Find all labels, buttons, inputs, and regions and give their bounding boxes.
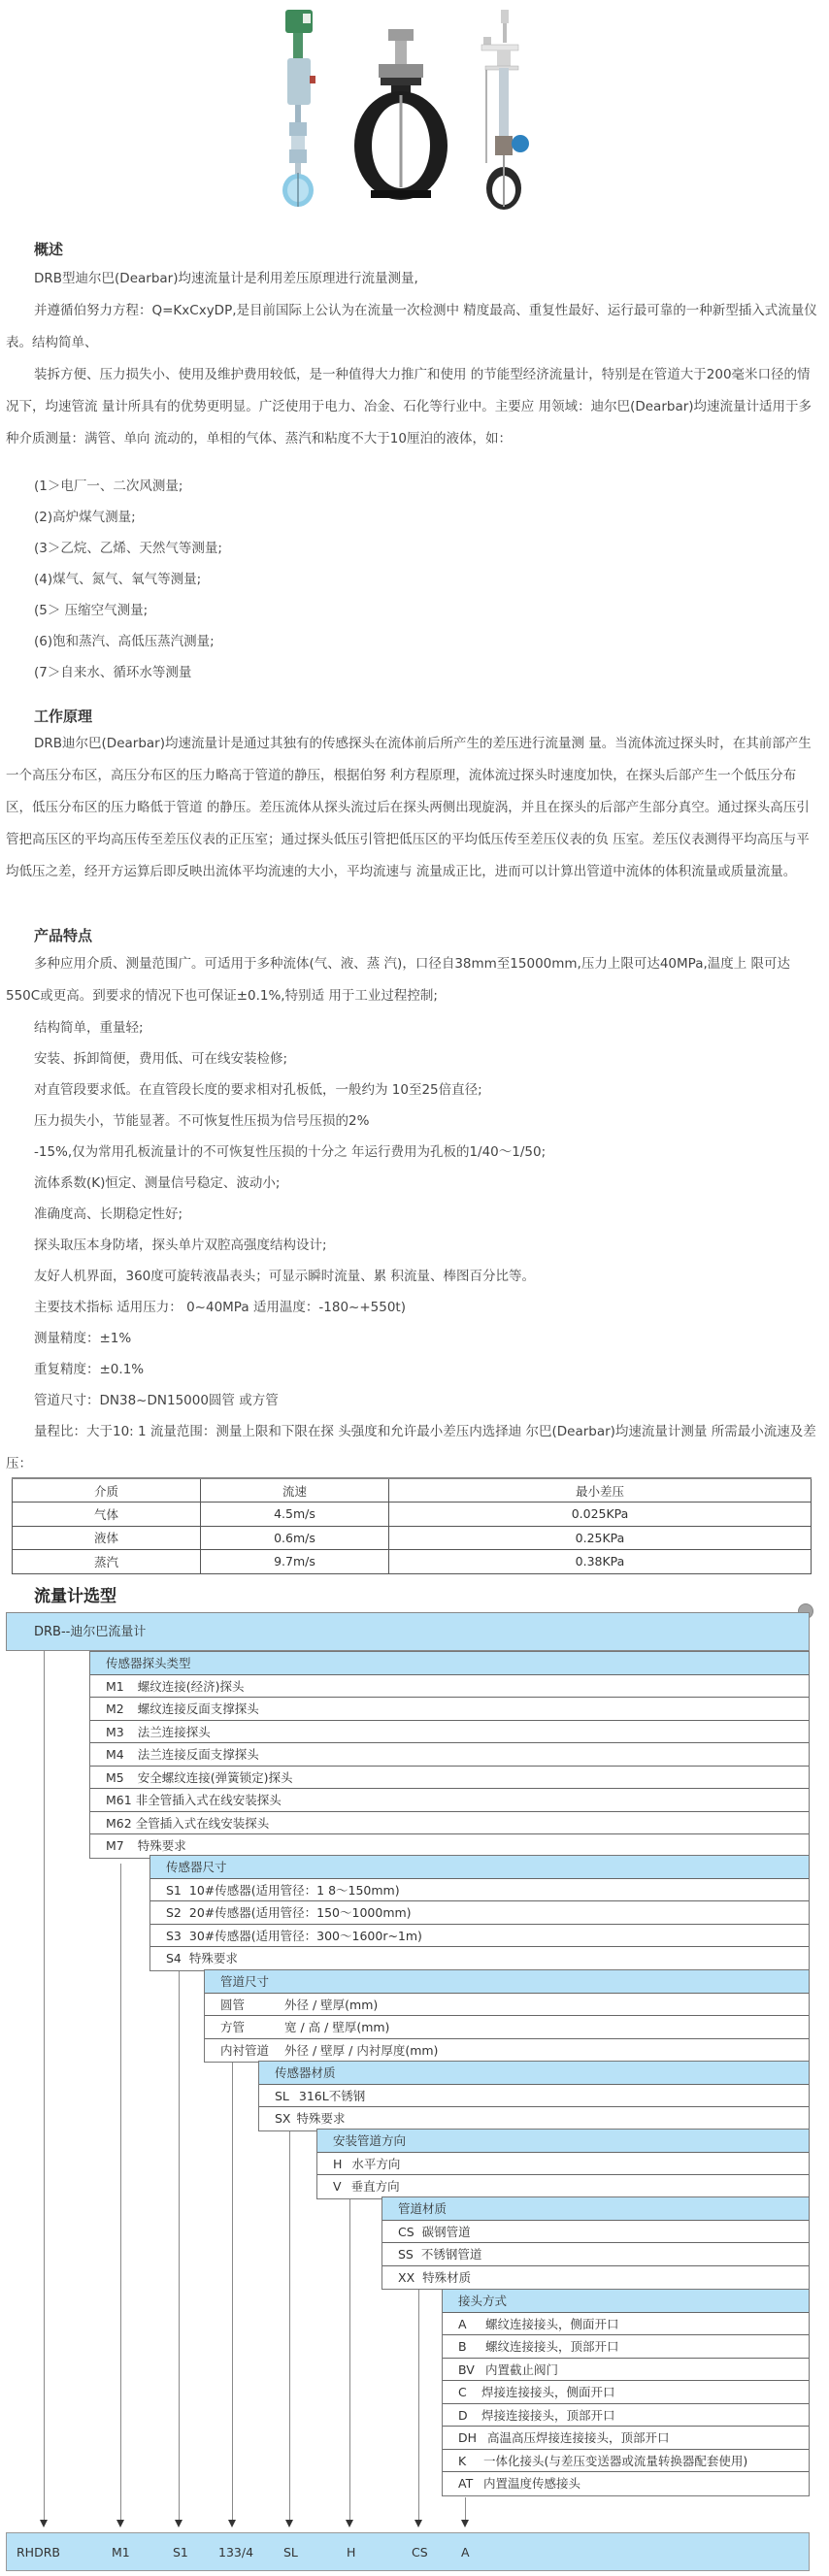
option-row — [443, 2335, 809, 2359]
column-header: 介质 — [13, 1478, 201, 1503]
option-row — [150, 1947, 809, 1970]
list-item: (3＞乙烷、乙烯、天然气等测量; — [34, 541, 222, 556]
option-desc: 螺纹连接反面支撑探头 — [137, 1701, 259, 1716]
option-row — [90, 1721, 809, 1744]
connector-line — [418, 2289, 419, 2520]
option-code: 方管 — [220, 2020, 246, 2034]
option-row — [205, 2039, 809, 2063]
table-cell: 9.7m/s — [201, 1550, 389, 1574]
pipe-size-group — [204, 1969, 810, 2063]
option-desc: 螺纹连接(经济)探头 — [137, 1678, 245, 1694]
option-code: B — [458, 2339, 467, 2354]
arrow-down-icon — [414, 2520, 422, 2527]
list-item: (7＞自来水、循环水等测量 — [34, 665, 192, 680]
table-row — [13, 1503, 812, 1527]
column-header: 流速 — [201, 1478, 389, 1503]
option-row — [443, 2427, 809, 2450]
green-transmitter-flowmeter-image — [274, 8, 332, 212]
list-item: 友好人机界面，360度可旋转液晶表头；可显示瞬时流量、累 积流量、棒图百分比等。 — [34, 1269, 536, 1284]
features-paragraph: 多种应用介质、测量范围广。可适用于多种流体(气、液、蒸 汽)，口径自38mm至15000mm,压力上限可达40MPa,温度上 限可达550C或更高。到要求的情况下也可保证±0.1%,特别适 用于工业过程控制; — [6, 956, 791, 1004]
range-paragraph: 量程比：大于10: 1 流量范围：测量上限和下限在探 头强度和允许最小差压内选择迪 尔巴(Dearbar)均速流量计测量 所需最小流速及差压： — [6, 1424, 816, 1471]
option-code: K — [458, 2453, 467, 2468]
option-row — [259, 2085, 809, 2108]
connector-line — [465, 2497, 466, 2520]
list-item: 对直管段要求低。在直管段长度的要求相对孔板低，一般约为 10至25倍直径; — [34, 1082, 482, 1098]
option-desc: 螺纹连接接头，顶部开口 — [485, 2339, 619, 2354]
option-row — [90, 1789, 809, 1812]
connector-line — [120, 1864, 121, 2520]
table-row — [13, 1550, 812, 1574]
model-code-segment: 133/4 — [218, 2545, 254, 2559]
model-code-segment: SL — [283, 2545, 298, 2559]
table-cell: 0.025KPa — [389, 1503, 812, 1527]
option-row — [90, 1812, 809, 1835]
option-code: M4 — [106, 1747, 124, 1762]
table-cell: 0.25KPa — [389, 1526, 812, 1550]
sensor-material-group — [258, 2061, 810, 2131]
list-item: 安装、拆卸简便，费用低、可在线安装检修; — [34, 1051, 288, 1067]
media-table — [12, 1477, 812, 1574]
option-code: AT — [458, 2476, 474, 2491]
option-row — [90, 1698, 809, 1721]
option-desc: 不锈钢管道 — [420, 2247, 482, 2262]
option-desc: 宽 / 高 / 壁厚(mm) — [284, 2020, 390, 2034]
option-desc: 内置温度传感接头 — [483, 2476, 581, 2491]
option-row — [205, 2016, 809, 2039]
group-header: 传感器材质 — [259, 2062, 809, 2085]
option-desc: 内置截止阀门 — [485, 2361, 559, 2377]
list-item: -15%,仅为常用孔板流量计的不可恢复性压损的十分之 年运行费用为孔板的1/40～1/50; — [34, 1144, 547, 1160]
option-row — [90, 1675, 809, 1699]
option-desc: 非全管插入式在线安装探头 — [135, 1793, 282, 1807]
arrow-down-icon — [228, 2520, 236, 2527]
connector-line — [179, 1970, 180, 2520]
overview-paragraph-3: 装拆方便、压力损失小、使用及维护费用较低，是一种值得大力推广和使用 的节能型经济流量计，特别是在管道大于200毫米口径的情况下，均速管流 量计所具有的优势更明显。广泛使用于电力、冶金、石化等行业中。主要应 用领域：迪尔巴(Dearbar)均速流量计适用于多种介质测量：满管、单向 流动的，单相的气体、蒸汽和粘度不大于10厘泊的液体，如： — [6, 367, 812, 446]
option-row — [90, 1743, 809, 1767]
option-code: 圆管 — [220, 1997, 246, 2012]
list-item: 结构简单，重量轻; — [34, 1020, 144, 1036]
option-desc: 30#传感器(适用管径：300～1600r~1m) — [188, 1928, 422, 1943]
table-header-row — [13, 1478, 812, 1503]
list-item: 探头取压本身防堵，探头单片双腔高强度结构设计; — [34, 1238, 327, 1253]
arrow-down-icon — [40, 2520, 48, 2527]
option-desc: 外径 / 壁厚(mm) — [284, 1997, 379, 2012]
option-desc: 法兰连接探头 — [137, 1724, 211, 1739]
model-code-segment: M1 — [112, 2545, 130, 2559]
option-row — [443, 2313, 809, 2336]
model-code-segment: RHDRB — [17, 2545, 60, 2559]
option-row — [90, 1767, 809, 1790]
option-desc: 碳钢管道 — [421, 2224, 471, 2239]
group-header: 接头方式 — [443, 2290, 809, 2313]
group-header: 安装管道方向 — [317, 2130, 809, 2153]
arrow-down-icon — [461, 2520, 469, 2527]
option-row — [259, 2107, 809, 2130]
option-code: C — [458, 2385, 467, 2399]
option-desc: 特殊要求 — [296, 2111, 346, 2126]
option-desc: 10#传感器(适用管径：1 8～150mm) — [188, 1882, 400, 1898]
option-desc: 特殊要求 — [137, 1838, 186, 1853]
option-desc: 垂直方向 — [350, 2179, 400, 2194]
option-code: XX — [398, 2269, 415, 2285]
principle-heading: 工作原理 — [34, 708, 93, 725]
option-desc: 焊接连接接头，顶部开口 — [481, 2407, 615, 2423]
option-desc: 316L不锈钢 — [298, 2088, 366, 2103]
connector-line — [232, 2061, 233, 2520]
install-direction-group — [316, 2129, 810, 2199]
arrow-down-icon — [285, 2520, 293, 2527]
list-item: (6)饱和蒸汽、高低压蒸汽测量; — [34, 634, 215, 649]
option-code: H — [333, 2156, 343, 2171]
option-row — [90, 1834, 809, 1858]
option-row — [382, 2243, 809, 2266]
column-header: 最小差压 — [389, 1478, 812, 1503]
option-row — [317, 2153, 809, 2176]
option-row — [150, 1879, 809, 1902]
table-row — [13, 1526, 812, 1550]
option-desc: 安全螺纹连接(弹簧锁定)探头 — [137, 1769, 293, 1785]
black-saddle-flowmeter-image — [349, 27, 456, 202]
option-desc: 螺纹连接接头，侧面开口 — [485, 2316, 619, 2331]
model-code-segment: A — [461, 2545, 470, 2559]
arrow-down-icon — [346, 2520, 353, 2527]
option-row — [205, 1994, 809, 2017]
overview-paragraph-2: 并遵循伯努力方程：Q=KxCxyDP,是目前国际上公认为在流量一次检测中 精度最高、重复性最好、运行最可靠的一种新型插入式流量仪表。结构简单、 — [6, 303, 817, 350]
option-code: BV — [458, 2361, 475, 2377]
connector-line — [289, 2129, 290, 2520]
connection-type-group — [442, 2289, 810, 2496]
group-header: 管道尺寸 — [205, 1970, 809, 1994]
option-desc: 特殊要求 — [188, 1951, 238, 1965]
option-code: A — [458, 2316, 467, 2331]
option-desc: 特殊材质 — [422, 2269, 472, 2285]
option-code: M3 — [106, 1724, 124, 1739]
table-cell: 4.5m/s — [201, 1503, 389, 1527]
option-desc: 法兰连接反面支撑探头 — [137, 1747, 259, 1762]
probe-type-group — [89, 1651, 810, 1859]
table-cell: 0.6m/s — [201, 1526, 389, 1550]
option-code: M5 — [106, 1769, 124, 1785]
list-item: (1＞电厂一、二次风测量; — [34, 479, 183, 494]
list-item: 准确度高、长期稳定性好; — [34, 1206, 183, 1222]
option-code: V — [333, 2179, 342, 2194]
overview-heading: 概述 — [34, 241, 64, 258]
option-desc: 全管插入式在线安装探头 — [135, 1815, 270, 1831]
product-images — [0, 0, 829, 218]
option-desc: 一体化接头(与差压变送器或流量转换器配套使用) — [483, 2453, 748, 2468]
option-row — [443, 2381, 809, 2404]
group-header: 传感器尺寸 — [150, 1856, 809, 1879]
model-code-segment: H — [347, 2545, 356, 2559]
option-row — [150, 1901, 809, 1925]
list-item: 主要技术指标 适用压力： 0~40MPa 适用温度：-180~+550t) — [34, 1300, 406, 1315]
option-code: S2 — [166, 1905, 182, 1920]
table-cell: 气体 — [13, 1503, 201, 1527]
product-header-bar: DRB--迪尔巴流量计 — [6, 1612, 810, 1651]
option-row — [443, 2472, 809, 2495]
option-desc: 外径 / 壁厚 / 内衬厚度(mm) — [284, 2042, 439, 2058]
option-code: M2 — [106, 1701, 124, 1716]
option-desc: 焊接连接接头，侧面开口 — [481, 2385, 615, 2399]
features-heading: 产品特点 — [34, 927, 93, 944]
valve-insertion-flowmeter-image — [474, 8, 551, 212]
list-item: 管道尺寸：DN38~DN15000圆管 或方管 — [34, 1393, 279, 1408]
list-item: 压力损失小，节能显著。不可恢复性压损为信号压损的2% — [34, 1113, 370, 1129]
option-code: M1 — [106, 1678, 124, 1694]
list-item: 测量精度：±1% — [34, 1331, 132, 1346]
option-code: SS — [398, 2247, 414, 2262]
table-cell: 蒸汽 — [13, 1550, 201, 1574]
option-desc: 水平方向 — [351, 2156, 401, 2171]
option-desc: 高温高压焊接连接接头，顶部开口 — [487, 2430, 670, 2445]
list-item: 重复精度：±0.1% — [34, 1362, 145, 1377]
table-cell: 0.38KPa — [389, 1550, 812, 1574]
option-code: SX — [275, 2111, 291, 2126]
list-item: 流体系数(K)恒定、测量信号稳定、波动小; — [34, 1175, 281, 1191]
selection-heading: 流量计选型 — [34, 1587, 116, 1606]
list-item: (5＞ 压缩空气测量; — [34, 603, 149, 618]
option-row — [317, 2175, 809, 2198]
pipe-material-group — [381, 2196, 810, 2290]
option-code: S4 — [166, 1951, 182, 1965]
option-code: M7 — [106, 1838, 124, 1853]
option-code: S3 — [166, 1928, 182, 1943]
overview-paragraph-1: DRB型迪尔巴(Dearbar)均速流量计是利用差压原理进行流量测量, — [34, 271, 418, 286]
arrow-down-icon — [175, 2520, 182, 2527]
example-model-code-bar — [6, 2532, 810, 2571]
option-row — [443, 2359, 809, 2382]
option-code: D — [458, 2407, 468, 2423]
option-code: M61 — [106, 1793, 132, 1807]
model-code-segment: CS — [412, 2545, 428, 2559]
principle-paragraph: DRB迪尔巴(Dearbar)均速流量计是通过其独有的传感探头在流体前后所产生的差压进行流量测 量。当流体流过探头时，在其前部产生一个高压分布区，高压分布区的压力略高于管道的静压，根据伯努 利方程原理，流体流过探头时速度加快，在探头后部产生一个低压分布区，低压分布区的压力略低于管道 的静压。差压流体从探头流过后在探头两侧出现旋涡，并且在探头的后部产生部分真空。通过探头高压引 管把高压区的平均高压传至差压仪表的正压室；通过探头低压引管把低压区的平均低压传至差压仪表的负 压室。差压仪表测得平均高压与平均低压之差，经开方运算后即反映出流体平均流速的大小，平均流速与 流量成正比，进而可以计算出管道中流体的体积流量或质量流量。 — [6, 736, 812, 879]
group-header: 传感器探头类型 — [90, 1652, 809, 1675]
table-cell: 液体 — [13, 1526, 201, 1550]
group-header: 管道材质 — [382, 2197, 809, 2221]
option-code: DH — [458, 2430, 478, 2445]
option-desc: 20#传感器(适用管径：150～1000mm) — [188, 1905, 412, 1920]
connector-line — [44, 1651, 45, 2521]
option-row — [443, 2404, 809, 2427]
option-code: S1 — [166, 1882, 182, 1898]
sensor-size-group — [149, 1855, 810, 1971]
list-item: (2)高炉煤气测量; — [34, 510, 136, 525]
option-code: SL — [275, 2088, 289, 2103]
option-row — [382, 2221, 809, 2244]
option-code: CS — [398, 2224, 414, 2239]
option-code: 内衬管道 — [220, 2042, 270, 2058]
list-item: (4)煤气、氮气、氧气等测量; — [34, 572, 202, 587]
connector-line — [349, 2196, 350, 2520]
arrow-down-icon — [116, 2520, 124, 2527]
option-row — [382, 2266, 809, 2290]
option-row — [150, 1925, 809, 1948]
option-row — [443, 2450, 809, 2473]
option-code: M62 — [106, 1815, 132, 1831]
model-code-segment: S1 — [173, 2545, 188, 2559]
